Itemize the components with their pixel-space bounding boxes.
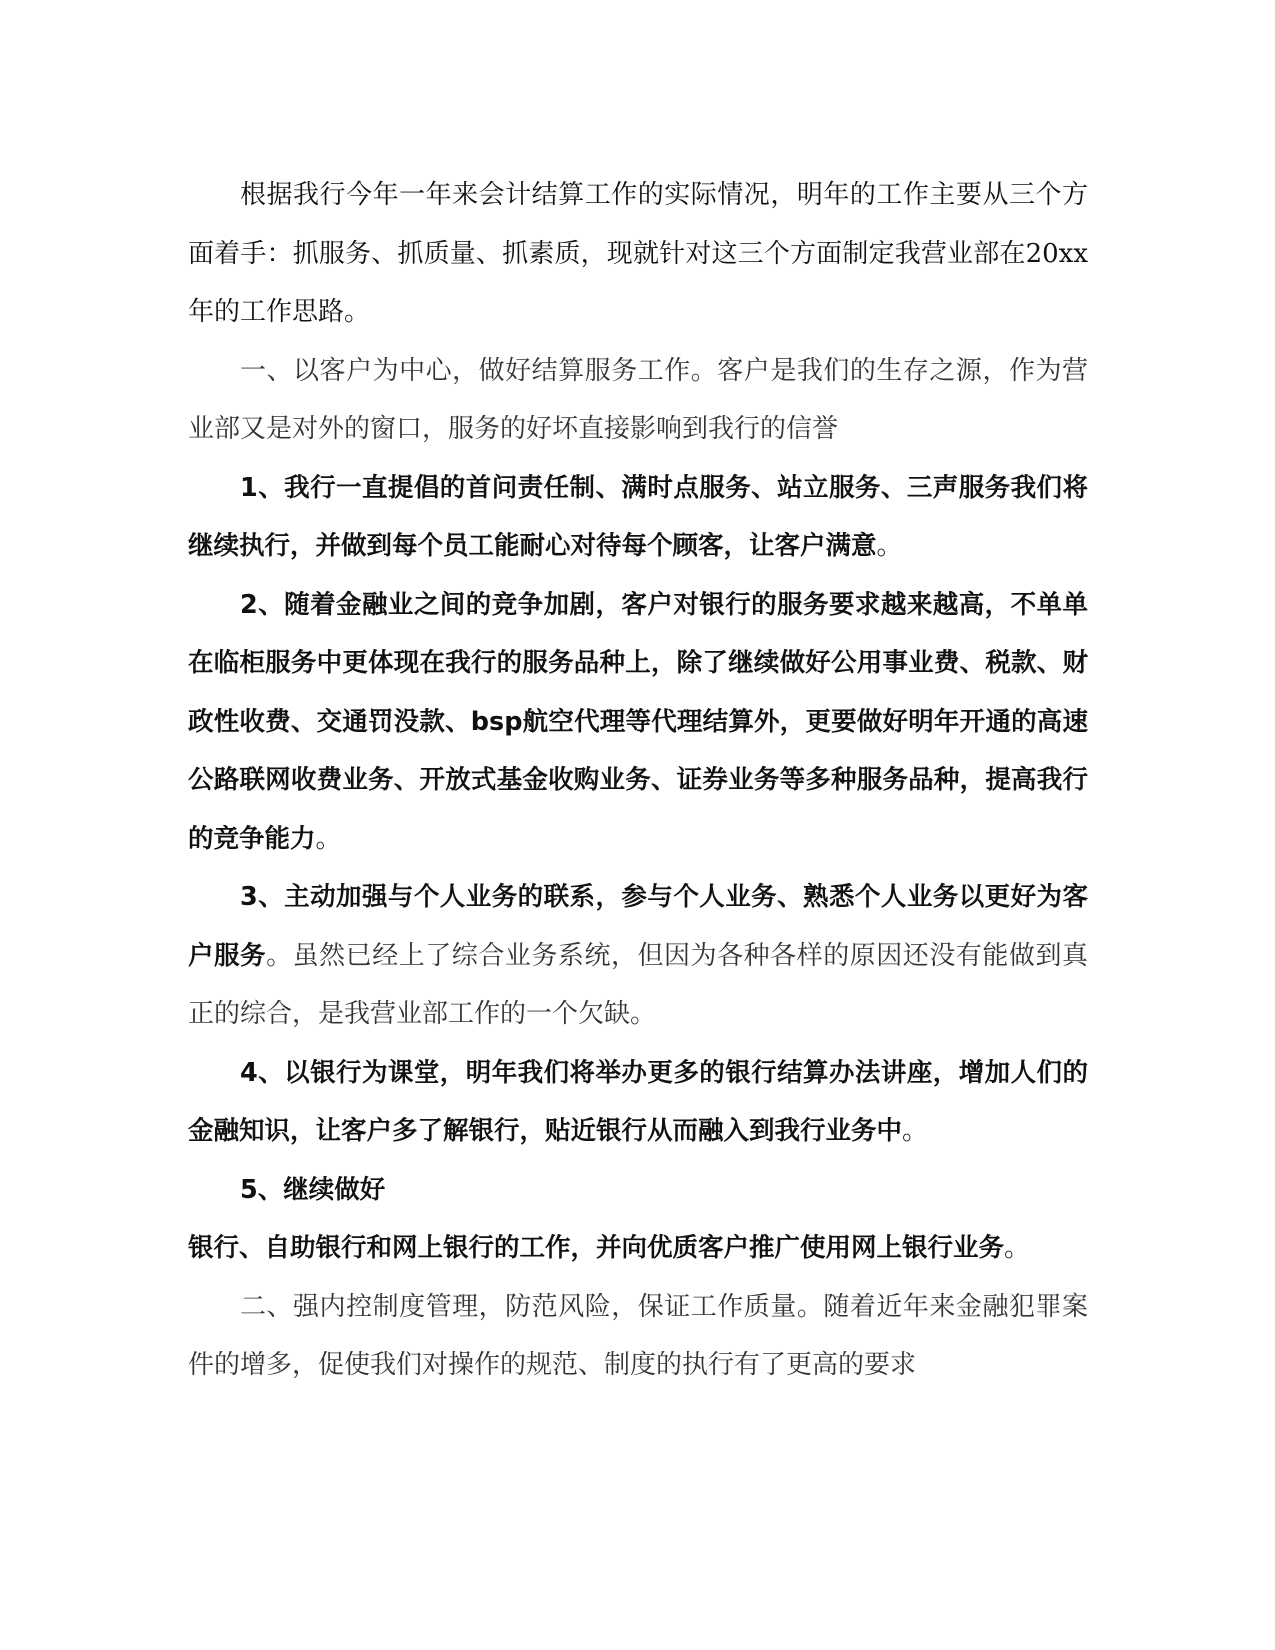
item-four-end: 。 (902, 1116, 929, 1146)
item-three-regular-text: 。虽然已经上了综合业务系统，但因为各种各样的原因还没有能做到真正的综合，是我营业部工作的一个欠缺。 (188, 940, 1088, 1029)
item-one-paragraph (188, 459, 1088, 576)
item-five-end: 。 (1004, 1233, 1031, 1263)
item-five-second-line (188, 1219, 1088, 1278)
item-one-end: 。 (876, 531, 903, 561)
section-two-paragraph: 二、强内控制度管理，防范风险，保证工作质量。随着近年来金融犯罪案件的增多，促使我们对操作的规范、制度的执行有了更高的要求 (188, 1291, 1088, 1380)
item-three-bold-text: 3、主动加强与个人业务的联系，参与个人业务、熟悉个人业务以更好为客户服务 (188, 882, 1088, 971)
item-two-end: 。 (315, 823, 342, 854)
document-body (188, 166, 1088, 1395)
item-one-text: 1、我行一直提倡的首问责任制、满时点服务、站立服务、三声服务我们将继续执行，并做到每个员工能耐心对待每个顾客，让客户满意 (188, 472, 1088, 561)
item-four-text: 4、以银行为课堂，明年我们将举办更多的银行结算办法讲座，增加人们的金融知识，让客户多了解银行，贴近银行从而融入到我行业务中 (188, 1057, 1088, 1146)
item-two-paragraph (188, 576, 1088, 869)
item-five-first-line (188, 1161, 1088, 1220)
item-five-line-two-text: 银行、自助银行和网上银行的工作，并向优质客户推广使用网上银行业务 (188, 1233, 1005, 1263)
item-four-paragraph (188, 1044, 1088, 1161)
item-five-line-one-text: 5、继续做好 (240, 1174, 386, 1205)
intro-paragraph: 根据我行今年一年来会计结算工作的实际情况，明年的工作主要从三个方面着手：抓服务、抓质量、抓素质，现就针对这三个方面制定我营业部在20xx年的工作思路。 (188, 180, 1088, 327)
item-three-paragraph (188, 868, 1088, 1044)
section-one-paragraph: 一、以客户为中心，做好结算服务工作。客户是我们的生存之源，作为营业部又是对外的窗口，服务的好坏直接影响到我行的信誉 (188, 355, 1088, 444)
item-two-text: 2、随着金融业之间的竞争加剧，客户对银行的服务要求越来越高，不单单在临柜服务中更体现在我行的服务品种上，除了继续做好公用事业费、税款、财政性收费、交通罚没款、bsp航空代理等代理结算外，更要做好明年开通的高速公路联网收费业务、开放式基金收购业务、证券业务等多种服务品种，提高我行的竞争能力 (188, 589, 1088, 854)
